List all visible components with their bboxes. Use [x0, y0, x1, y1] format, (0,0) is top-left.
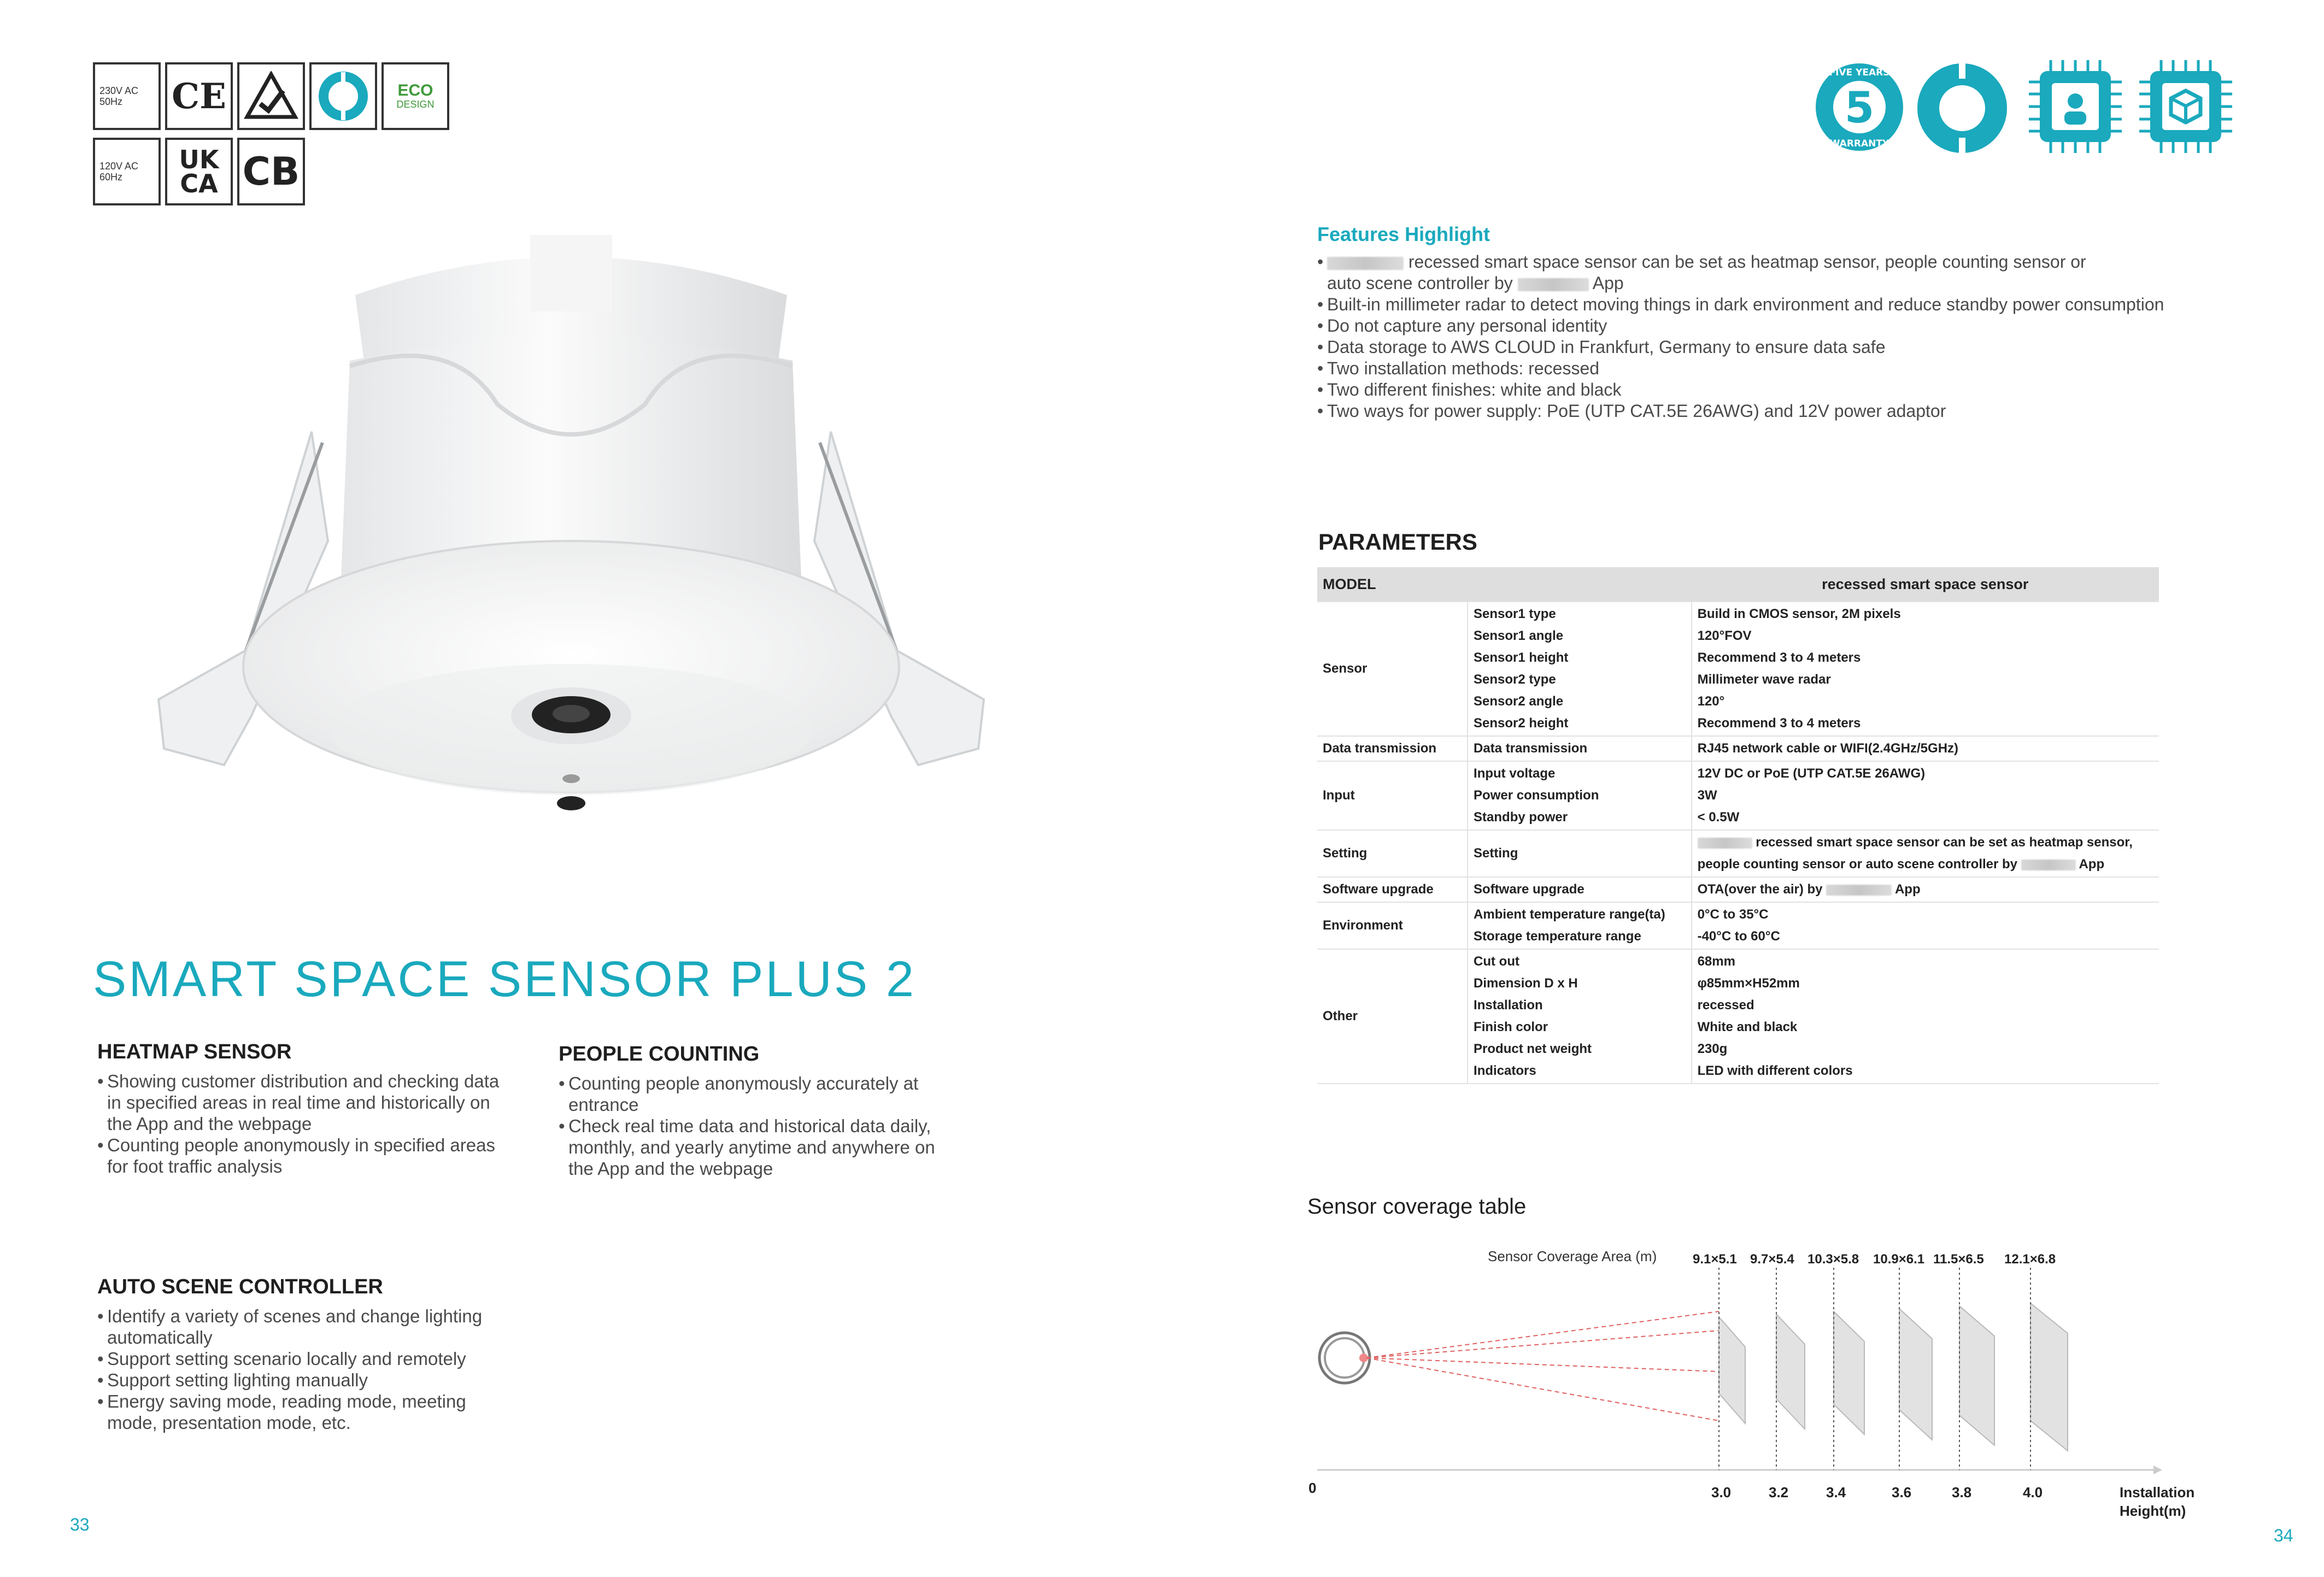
page-number-right: 34: [2274, 1526, 2293, 1545]
list-item: • Support setting lighting manually: [97, 1369, 513, 1391]
people-counting-section: [559, 1043, 941, 1179]
heatmap-section: [97, 1040, 513, 1177]
area-label: 9.1×5.1: [1693, 1252, 1737, 1267]
area-label: 12.1×6.8: [2004, 1252, 2056, 1267]
coverage-panel: [1834, 1311, 1864, 1434]
model-value: recessed smart space sensor: [1692, 567, 2159, 602]
svg-text:FIVE YEARS: FIVE YEARS: [1829, 67, 1890, 78]
x-axis-arrow: [2153, 1466, 2162, 1474]
height-label: 3.4: [1826, 1484, 1846, 1500]
chip-cube-icon: [2134, 55, 2238, 158]
chip-person-icon: [2023, 55, 2127, 158]
svg-text:5: 5: [1844, 84, 1875, 133]
ring-mark-icon: [309, 62, 377, 130]
product-image: [148, 235, 1022, 880]
table-row: Input Input voltage Power consumption Standby power 12V DC or PoE (UTP CAT.5E 26AWG) 3W < 0.5W: [1317, 761, 2159, 830]
list-item: • Two different finishes: white and black: [1317, 379, 2170, 401]
page-number-left: 33: [70, 1515, 90, 1534]
svg-text:WARRANTY: WARRANTY: [1829, 138, 1889, 149]
beam-line: [1366, 1358, 1719, 1421]
features-section: [1317, 223, 2170, 422]
cb-mark-icon: CB: [237, 138, 305, 205]
people-counting-heading: PEOPLE COUNTING: [559, 1043, 760, 1066]
ukca-mark-icon: UK CA: [165, 138, 233, 205]
height-label: 4.0: [2023, 1484, 2043, 1500]
parameters-table: [1317, 567, 2159, 1084]
coverage-area-label: Sensor Coverage Area (m): [1488, 1248, 1657, 1264]
table-row: Environment Ambient temperature range(ta) Storage temperature range 0°C to 35°C -40°C to 60°C: [1317, 902, 2159, 949]
list-item: • Built-in millimeter radar to detect moving things in dark environment and reduce standby power consumption: [1317, 294, 2170, 315]
height-label: 3.0: [1711, 1484, 1732, 1500]
cert-230v-icon: 230V AC 50Hz: [93, 62, 161, 130]
auto-scene-heading: AUTO SCENE CONTROLLER: [97, 1275, 383, 1298]
coverage-panel: [1719, 1317, 1745, 1423]
table-row: Sensor Sensor1 type Sensor1 angle Sensor1 height Sensor2 type Sensor2 angle Sensor2 height Build in CMOS sensor, 2M pixels 120°FOV Recommend 3 to 4 meters Millimeter wave radar 120° Recommend 3 to 4 meters: [1317, 602, 2159, 736]
beam-line: [1366, 1358, 1719, 1372]
table-row: Software upgrade Software upgrade OTA(over the air) by App: [1317, 877, 2159, 902]
coverage-panel: [2030, 1303, 2068, 1451]
rcm-mark-icon: [237, 62, 305, 130]
auto-scene-section: [97, 1275, 513, 1433]
area-label: 10.3×5.8: [1807, 1252, 1859, 1267]
cert-120v-icon: 120V AC 60Hz: [93, 138, 161, 205]
list-item: • Two ways for power supply: PoE (UTP CAT.5E 26AWG) and 12V power adaptor: [1317, 401, 2170, 422]
coverage-diagram: [1301, 1240, 2219, 1525]
model-label: MODEL: [1317, 567, 1692, 602]
list-item: • Support setting scenario locally and remotely: [97, 1348, 513, 1369]
coverage-heading: Sensor coverage table: [1307, 1194, 1527, 1219]
height-label: 3.6: [1892, 1484, 1912, 1500]
table-row: Other Cut out Dimension D x H Installation Finish color Product net weight Indicators 68mm φ85mm×H52mm recessed White and black 230g LED with different colors: [1317, 949, 2159, 1084]
coverage-panel: [1899, 1309, 1932, 1440]
features-heading: Features Highlight: [1317, 223, 1490, 245]
coverage-panel: [1776, 1314, 1805, 1429]
origin-label: 0: [1308, 1480, 1317, 1496]
area-label: 11.5×6.5: [1933, 1252, 1984, 1267]
ring-badge-icon: [1913, 59, 2011, 157]
table-row: Setting Setting recessed smart space sensor can be set as heatmap sensor, people counting sensor or auto scene controller by App: [1317, 830, 2159, 877]
list-item: • Data storage to AWS CLOUD in Frankfurt, Germany to ensure data safe: [1317, 337, 2170, 358]
list-item: • recessed smart space sensor can be set as heatmap sensor, people counting sensor or auto scene controller by App: [1317, 251, 2170, 294]
heatmap-heading: HEATMAP SENSOR: [97, 1040, 292, 1063]
table-row: Data transmission Data transmission RJ45 network cable or WIFI(2.4GHz/5GHz): [1317, 736, 2159, 761]
coverage-panel: [1959, 1306, 1994, 1445]
list-item: • Check real time data and historical data daily, monthly, and yearly anytime and anywhere on the App and the webpage: [559, 1115, 941, 1179]
list-item: • Counting people anonymously accurately at entrance: [559, 1073, 941, 1115]
parameters-heading: PARAMETERS: [1318, 529, 1477, 555]
area-label: 10.9×6.1: [1873, 1252, 1925, 1267]
list-item: • Showing customer distribution and checking data in specified areas in real time and historically on the App and the webpage: [97, 1070, 513, 1134]
list-item: • Two installation methods: recessed: [1317, 358, 2170, 379]
axis-label: Installation Height(m): [2120, 1484, 2195, 1519]
list-item: • Identify a variety of scenes and change lighting automatically: [97, 1305, 513, 1348]
list-item: • Do not capture any personal identity: [1317, 315, 2170, 337]
sensor-inner-ring: [1325, 1338, 1364, 1378]
area-label: 9.7×5.4: [1750, 1252, 1794, 1267]
height-label: 3.8: [1952, 1484, 1972, 1500]
height-label: 3.2: [1769, 1484, 1789, 1500]
five-year-warranty-icon: [1810, 59, 1920, 157]
list-item: • Energy saving mode, reading mode, meeting mode, presentation mode, etc.: [97, 1391, 513, 1433]
table-row: [1317, 567, 2159, 602]
ce-mark-icon: CE: [165, 62, 233, 130]
list-item: • Counting people anonymously in specified areas for foot traffic analysis: [97, 1134, 513, 1177]
eco-design-icon: ECO DESIGN: [382, 62, 449, 130]
product-title: SMART SPACE SENSOR PLUS 2: [93, 951, 917, 1007]
